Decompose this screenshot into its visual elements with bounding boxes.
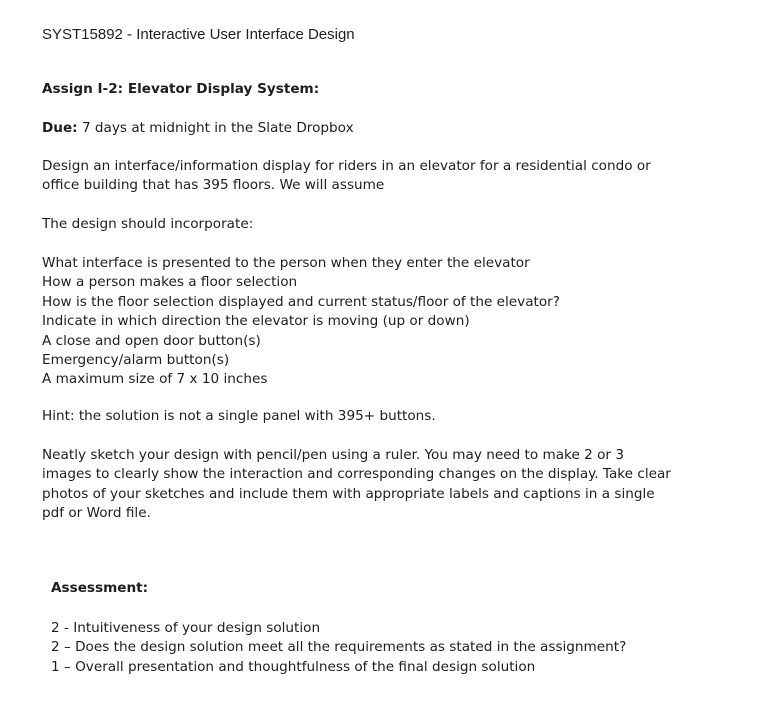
- instruction-line: photos of your sketches and include them with appropriate labels and captions in a single: [42, 485, 655, 502]
- requirement-item: Emergency/alarm button(s): [42, 352, 230, 369]
- requirement-item: A maximum size of 7 x 10 inches: [42, 371, 268, 388]
- assignment-title: Assign I-2: Elevator Display System:: [42, 81, 320, 97]
- incorporate-heading: The design should incorporate:: [42, 216, 254, 232]
- intro-paragraph: [42, 157, 651, 196]
- assessment-title: Assessment:: [51, 580, 149, 596]
- intro-line: Design an interface/information display for riders in an elevator for a residential condo or: [42, 158, 651, 174]
- instruction-line: Neatly sketch your design with pencil/pen using a ruler. You may need to make 2 or 3: [42, 447, 624, 463]
- assessment-item: 2 - Intuitiveness of your design solution: [51, 620, 321, 636]
- course-title: SYST15892 - Interactive User Interface Design: [42, 26, 355, 43]
- instruction-line: pdf or Word file.: [42, 505, 151, 522]
- assessment-list: [51, 619, 626, 677]
- requirements-list: [42, 254, 560, 390]
- assessment-item: 2 – Does the design solution meet all the requirements as stated in the assignment?: [51, 639, 627, 656]
- hint-text: Hint: the solution is not a single panel with 395+ buttons.: [42, 408, 436, 424]
- assessment-item: 1 – Overall presentation and thoughtfulness of the final design solution: [51, 658, 536, 675]
- requirement-item: A close and open door button(s): [42, 332, 261, 349]
- instruction-line: images to clearly show the interaction and corresponding changes on the display. Take clear: [42, 466, 671, 483]
- requirement-item: How a person makes a floor selection: [42, 274, 298, 291]
- due-label: Due:: [42, 120, 78, 136]
- intro-line: office building that has 395 floors. We will assume: [42, 177, 385, 194]
- due-line: [42, 119, 354, 138]
- requirement-item: What interface is presented to the person when they enter the elevator: [42, 255, 530, 271]
- due-text: 7 days at midnight in the Slate Dropbox: [77, 120, 354, 136]
- requirement-item: Indicate in which direction the elevator is moving (up or down): [42, 313, 470, 330]
- instructions-paragraph: [42, 446, 671, 524]
- requirement-item: How is the floor selection displayed and current status/floor of the elevator?: [42, 293, 560, 310]
